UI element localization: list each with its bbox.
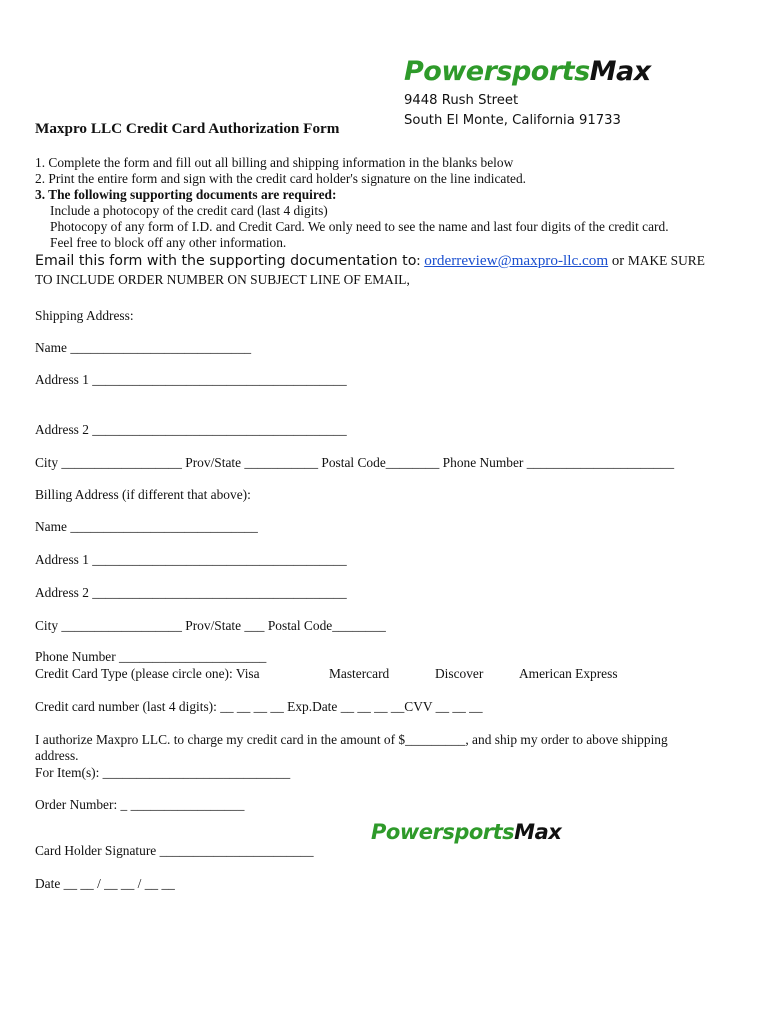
card-type-mastercard[interactable]: Mastercard xyxy=(329,666,390,681)
shipping-city-line[interactable]: City __________________ Prov/State ___________ Postal Code________ Phone Number ______________________ xyxy=(35,455,675,470)
email-instruction-line2: TO INCLUDE ORDER NUMBER ON SUBJECT LINE OF EMAIL, xyxy=(35,272,410,287)
card-type-label: Credit Card Type (please circle one): Visa xyxy=(35,666,260,681)
email-prefix: Email this form with the supporting documentation to xyxy=(35,253,417,269)
authorization-line1[interactable]: I authorize Maxpro LLC. to charge my credit card in the amount of $_________, and ship my order to above shipping xyxy=(35,732,668,747)
email-or: or xyxy=(611,253,625,269)
company-address-street: 9448 Rush Street xyxy=(404,93,519,108)
billing-address1-field[interactable]: Address 1 ______________________________________ xyxy=(35,552,347,567)
instruction-step1: 1. Complete the form and fill out all billing and shipping information in the blanks below xyxy=(35,155,514,170)
shipping-name-field[interactable]: Name ___________________________ xyxy=(35,340,252,355)
powersportsmax-logo: PowersportsMax xyxy=(404,56,651,87)
email-make-sure: MAKE SURE xyxy=(627,253,705,268)
email-instruction xyxy=(35,252,705,270)
shipping-address1-field[interactable]: Address 1 ______________________________________ xyxy=(35,372,347,387)
signature-field[interactable]: Card Holder Signature _______________________ xyxy=(35,843,314,858)
authorization-line2: address. xyxy=(35,748,79,763)
card-type-amex[interactable]: American Express xyxy=(519,666,618,681)
required-doc-1: Include a photocopy of the credit card (last 4 digits) xyxy=(50,203,328,218)
items-field[interactable]: For Item(s): ____________________________ xyxy=(35,765,291,780)
billing-address2-field[interactable]: Address 2 ______________________________________ xyxy=(35,585,347,600)
order-number-field[interactable]: Order Number: _ _________________ xyxy=(35,797,245,812)
required-doc-2: Photocopy of any form of I.D. and Credit Card. We only need to see the name and last four digits of the credit card. xyxy=(50,219,669,234)
form-title: Maxpro LLC Credit Card Authorization Form xyxy=(35,120,340,137)
company-address-city: South El Monte, California 91733 xyxy=(404,113,621,128)
powersportsmax-footer-logo: PowersportsMax xyxy=(371,820,562,844)
billing-name-field[interactable]: Name ____________________________ xyxy=(35,519,258,534)
date-field[interactable]: Date __ __ / __ __ / __ __ xyxy=(35,876,175,891)
billing-phone-field[interactable]: Phone Number ______________________ xyxy=(35,649,267,664)
billing-heading: Billing Address (if different that above): xyxy=(35,487,251,502)
card-type-discover[interactable]: Discover xyxy=(435,666,484,681)
shipping-heading: Shipping Address: xyxy=(35,308,134,323)
shipping-address2-field[interactable]: Address 2 ______________________________________ xyxy=(35,422,347,437)
email-address-link[interactable]: orderreview@maxpro-llc.com xyxy=(424,252,609,269)
card-number-line[interactable]: Credit card number (last 4 digits): __ __ __ __ Exp.Date __ __ __ __CVV __ __ __ xyxy=(35,699,483,714)
required-doc-3: Feel free to block off any other information. xyxy=(50,235,287,250)
instruction-step3: 3. The following supporting documents are required: xyxy=(35,187,337,202)
email-colon: : xyxy=(416,253,421,269)
billing-city-line[interactable]: City __________________ Prov/State ___ Postal Code________ xyxy=(35,618,386,633)
instruction-step2: 2. Print the entire form and sign with the credit card holder's signature on the line indicated. xyxy=(35,171,527,186)
